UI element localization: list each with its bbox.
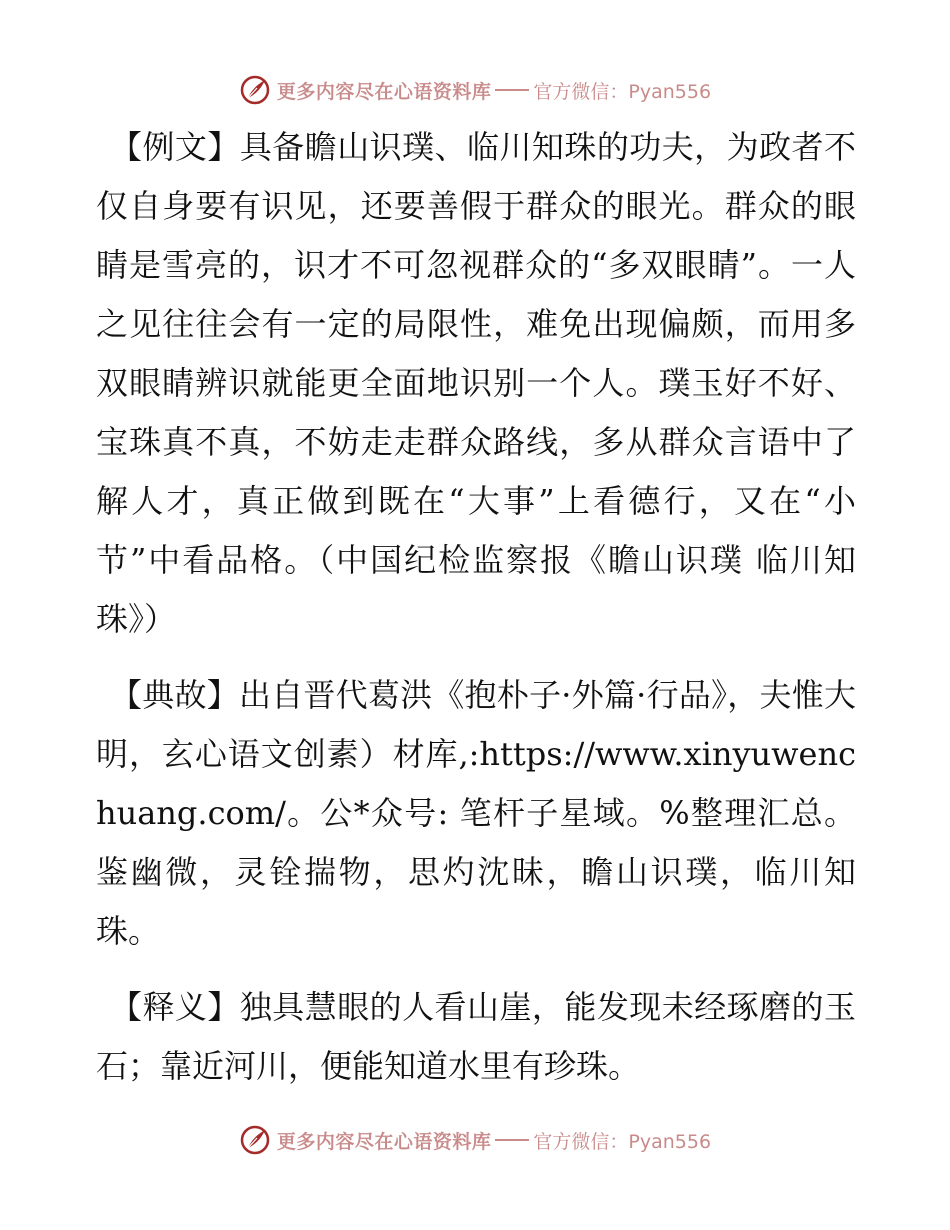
paragraph-label: 【释义】 — [110, 988, 240, 1026]
watermark-separator — [495, 89, 529, 91]
footer-watermark — [0, 1122, 950, 1158]
watermark-text: 更多内容尽在心语资料库 — [276, 80, 492, 103]
document-body — [96, 118, 856, 1113]
feather-pen-logo-icon — [239, 74, 271, 106]
paragraph-label: 【典故】 — [110, 676, 239, 714]
paragraph-text: 具备瞻山识璞、临川知珠的功夫，为政者不仅自身要有识见，还要善假于群众的眼光。群众的眼睛是雪亮的，识才不可忽视群众的“多双眼睛”。一人之见往往会有一定的局限性，难免出现偏颇，而用多双眼睛辨识就能更全面地识别一个人。璞玉好不好、宝珠真不真，不妨走走群众路线，多从群众言语中了解人才，真正做到既在“大事”上看德行，又在“小节”中看品格。（中国纪检监察报《瞻山识璞 临川知珠》） — [96, 128, 856, 638]
watermark-text: 更多内容尽在心语资料库 — [276, 1130, 492, 1153]
watermark-separator — [495, 1139, 529, 1141]
paragraph-label: 【例文】 — [110, 128, 240, 166]
paragraph-meaning — [96, 978, 856, 1096]
watermark-contact: 官方微信：Pyan556 — [533, 80, 712, 103]
paragraph-text: 出自晋代葛洪《抱朴子·外篇·行品》，夫惟大明，玄心语文创素）材库,:https://www.xinyuwenchuang.com/。公*众号: 笔杆子星域。%整理汇总。鉴幽微，灵铨揣物，思灼沈昧，瞻山识璞，临川知珠。 — [96, 676, 856, 950]
watermark-contact: 官方微信：Pyan556 — [533, 1130, 712, 1153]
paragraph-text: 独具慧眼的人看山崖，能发现未经琢磨的玉石；靠近河川，便能知道水里有珍珠。 — [96, 988, 856, 1085]
paragraph-example — [96, 118, 856, 649]
paragraph-origin — [96, 666, 856, 961]
feather-pen-logo-icon — [239, 1124, 271, 1156]
header-watermark — [0, 72, 950, 108]
